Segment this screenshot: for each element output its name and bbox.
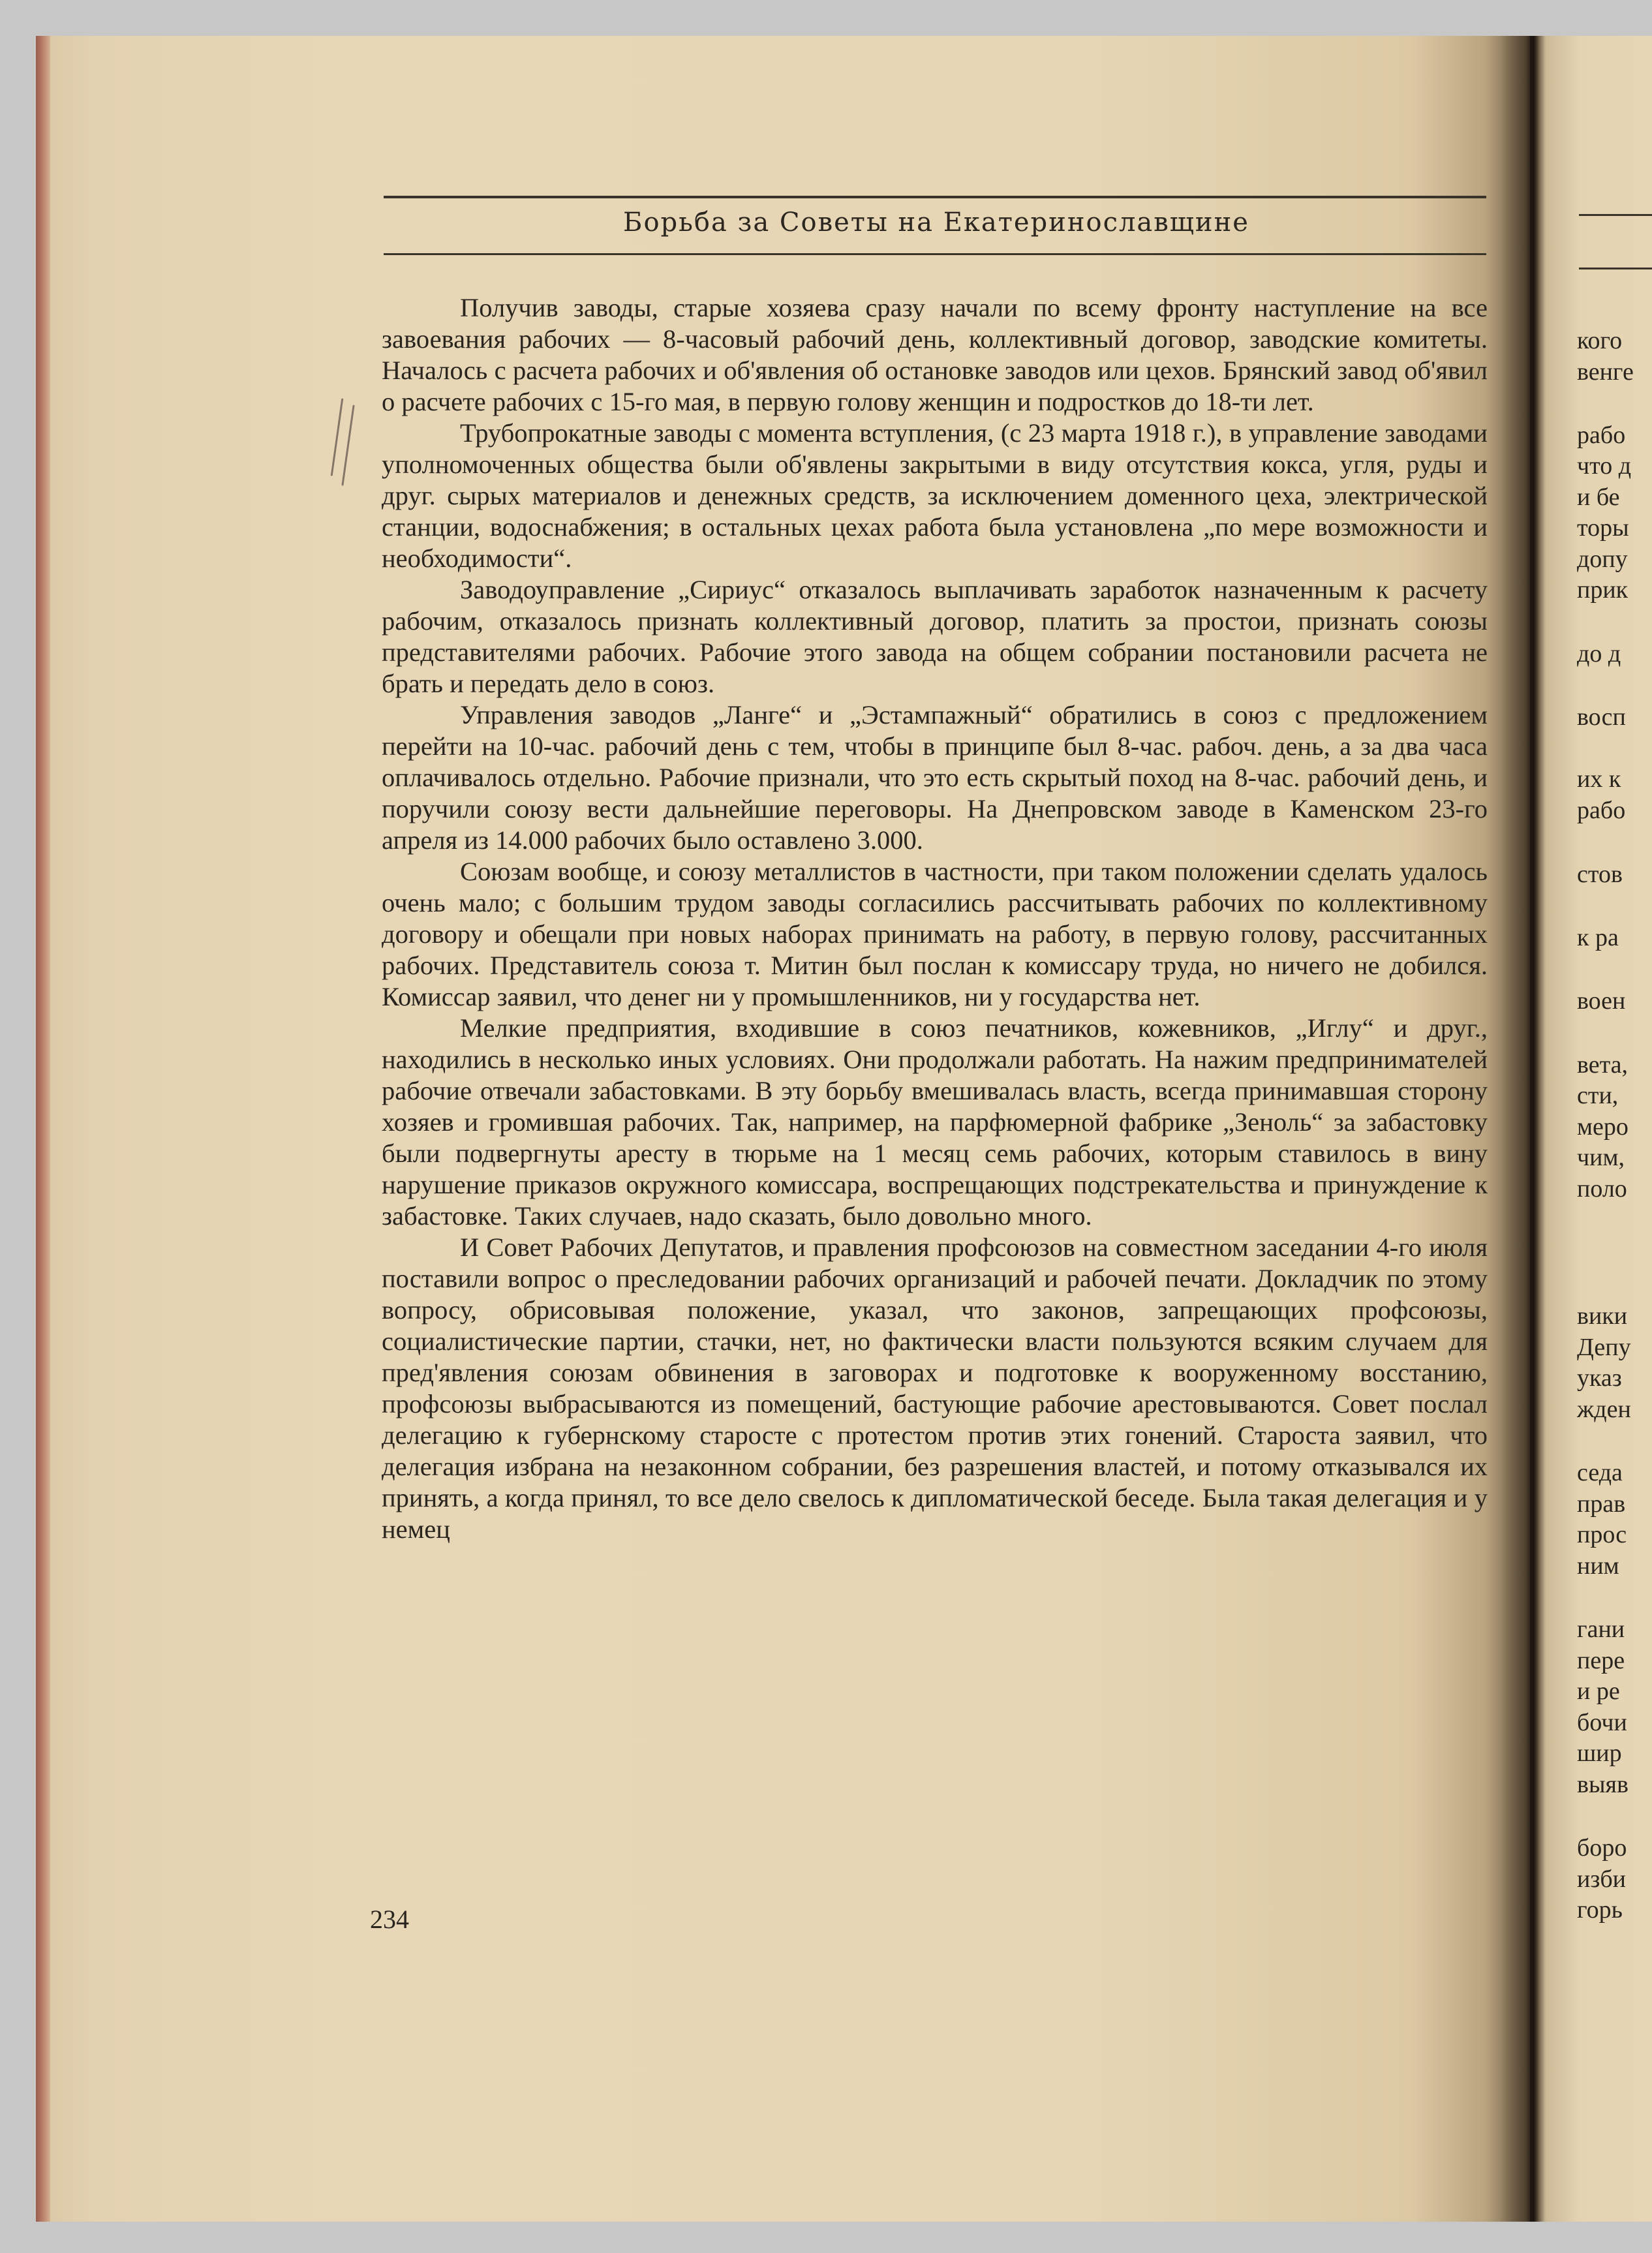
facing-line-fragment: рабо [1577, 797, 1626, 824]
facing-line-fragment: меро [1577, 1113, 1629, 1141]
paragraph: Управления заводов „Ланге“ и „Эстампажный“ обратились в союз с предложением перейти на 10-час. рабочий день с тем, чтобы в принципе был 8-час. рабоч. день, а за два часа оплачивалось отдельно. Рабочие признали, что это есть скрытый поход на 8-час. рабочий день, и поручили союзу вести дальнейшие переговоры. На Днепровском заводе в Каменском 23-го апреля из 14.000 рабочих было оставлено 3.000. [382, 700, 1488, 855]
facing-line-fragment: поло [1577, 1175, 1627, 1203]
facing-line-fragment: и бе [1577, 483, 1620, 511]
book-gutter [1501, 36, 1546, 2222]
facing-line-fragment: пере [1577, 1647, 1625, 1674]
facing-line-fragment: к ра [1577, 924, 1619, 951]
facing-line-fragment: боро [1577, 1834, 1627, 1862]
facing-line-fragment: их к [1577, 765, 1621, 793]
facing-line-fragment: допу [1577, 545, 1628, 573]
header-rule-bottom [384, 253, 1486, 255]
paragraph: Получив заводы, старые хозяева сразу начали по всему фронту наступление на все завоевания рабочих — 8-часовый рабочий день, коллективный договор, заводские комитеты. Началось с расчета рабочих и об'явления об остановке заводов или цехов. Брянский завод об'явил о расчете рабочих с 15-го мая, в первую голову женщин и подростков до 18-ти лет. [382, 293, 1488, 416]
facing-line-fragment: чим, [1577, 1144, 1625, 1171]
facing-line-fragment: ним [1577, 1552, 1619, 1580]
facing-line-fragment: шир [1577, 1740, 1622, 1767]
facing-line-fragment: выяв [1577, 1771, 1629, 1798]
paragraph: И Совет Рабочих Депутатов, и правления профсоюзов на совместном заседании 4-го июля поставили вопрос о преследовании рабочих организаций и рабочей печати. Докладчик по этому вопросу, обрисовывая положение, указал, что законов, запрещающих профсоюзы, социалистические партии, стачки, нет, но фактически власти пользуются всяким случаем для пред'явления союзам обвинения в заговорах и подготовке к вооруженному восстанию, профсоюзы выбрасываются из помещений, бастующие рабочие арестовываются. Совет послал делегацию к губернскому старосте с протестом против этих гонений. Староста заявил, что делегация избрана на незаконном собрании, без разрешения властей, и потому отказывался их принять, а когда принял, то все дело свелось к дипломатической беседе. Была такая делегация и у немец [382, 1233, 1488, 1544]
facing-line-fragment: до д [1577, 640, 1621, 667]
facing-line-fragment: вики [1577, 1302, 1628, 1330]
page-number: 234 [370, 1905, 409, 1934]
facing-line-fragment: что д [1577, 452, 1632, 480]
body-text [382, 292, 1488, 1545]
facing-line-fragment: гани [1577, 1616, 1625, 1643]
facing-line-fragment: прик [1577, 576, 1629, 604]
facing-line-fragment: прав [1577, 1490, 1626, 1518]
paragraph: Союзам вообще, и союзу металлистов в частности, при таком положении сделать удалось очень мало; с большим трудом заводы согласились рассчитывать рабочих по коллективному договору и обещали при новых наборах принимать на работу, в первую голову, рассчитанных рабочих. Представитель союза т. Митин был послан к комиссару труда, но ничего не добился. Комиссар заявил, что денег ни у промышленников, ни у государства нет. [382, 857, 1488, 1011]
facing-line-fragment: бочи [1577, 1709, 1627, 1736]
facing-line-fragment: восп [1577, 703, 1626, 731]
paragraph: Заводоуправление „Сириус“ отказалось выплачивать заработок назначенным к расчету рабочим, отказалось признать коллективный договор, платить за простои, признать союзы представителями рабочих. Рабочие этого завода на общем собрании постановили расчета не брать и передать дело в союз. [382, 575, 1488, 698]
facing-line-fragment: рабо [1577, 421, 1626, 449]
header-rule-top [384, 196, 1486, 198]
page-edge [36, 36, 50, 2222]
facing-line-fragment: седа [1577, 1459, 1623, 1486]
paragraph: Трубопрокатные заводы с момента вступления, (с 23 марта 1918 г.), в управление заводами уполномоченных общества были об'явлены закрытыми в виду отсутствия кокса, угля, руды и друг. сырых материалов и денежных средств, за исключением доменного цеха, электрической станции, водоснабжения; в остальных цехах работа была установлена „по мере возможности и необходимости“. [382, 418, 1488, 573]
facing-line-fragment: вета, [1577, 1051, 1629, 1079]
facing-header-rule-top [1579, 214, 1652, 216]
facing-line-fragment: и ре [1577, 1678, 1620, 1705]
facing-line-fragment: торы [1577, 514, 1629, 542]
facing-line-fragment: горь [1577, 1896, 1623, 1923]
facing-line-fragment: венге [1577, 358, 1634, 386]
facing-line-fragment: сти, [1577, 1082, 1619, 1109]
facing-line-fragment: стов [1577, 861, 1623, 888]
paragraph: Мелкие предприятия, входившие в союз печатников, кожевников, „Иглу“ и друг., находились в несколько иных условиях. Они продолжали работать. На нажим предпринимателей рабочие отвечали забастовками. В эту борьбу вмешивалась власть, всегда принимавшая сторону хозяев и громившая рабочих. Так, например, на парфюмерной фабрике „Зеноль“ за забастовку были подвергнуты аресту в тюрьме на 1 месяц семь рабочих, которым ставилось в вину нарушение приказов окружного комиссара, воспрещающих подстрекательства и принуждение к забастовке. Таких случаев, надо сказать, было довольно много. [382, 1013, 1488, 1231]
facing-line-fragment: указ [1577, 1364, 1622, 1392]
facing-line-fragment: жден [1577, 1396, 1631, 1423]
running-title: Борьба за Советы на Екатеринославщине [623, 207, 1249, 238]
facing-line-fragment: кого [1577, 327, 1623, 354]
facing-line-fragment: изби [1577, 1865, 1627, 1893]
facing-header-rule-bottom [1579, 268, 1652, 269]
facing-line-fragment: воен [1577, 987, 1626, 1015]
facing-line-fragment: прос [1577, 1521, 1627, 1548]
facing-line-fragment: Депу [1577, 1334, 1631, 1361]
